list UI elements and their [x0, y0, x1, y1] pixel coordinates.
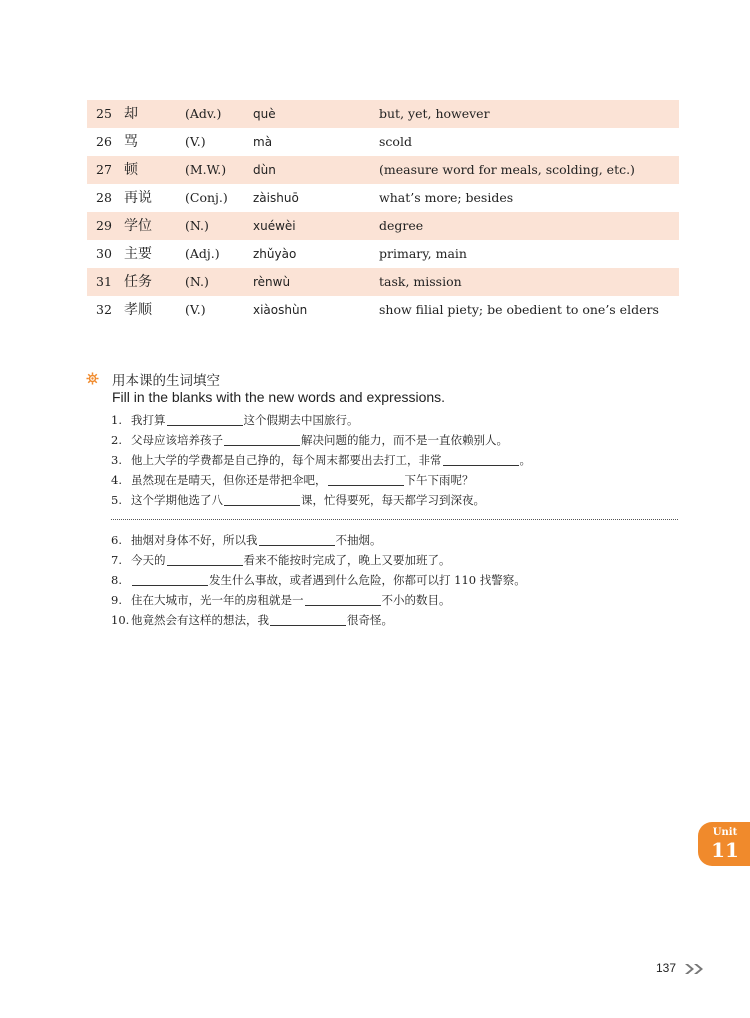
- vocab-number: 28: [96, 190, 112, 205]
- exercise-text-before: 这个学期他选了八: [131, 493, 223, 507]
- vocab-number: 26: [96, 134, 112, 149]
- vocab-row: [87, 268, 679, 296]
- answer-blank[interactable]: [167, 551, 243, 566]
- vocab-part-of-speech: (Conj.): [185, 190, 228, 205]
- vocab-word: 却: [124, 106, 138, 122]
- exercise-text-after: 解决问题的能力，而不是一直依赖别人。: [301, 433, 508, 447]
- answer-blank[interactable]: [132, 571, 208, 586]
- exercise-number: 9.: [111, 593, 122, 607]
- exercise-text-before: 虽然现在是晴天，但你还是带把伞吧，: [131, 473, 327, 487]
- vocab-word: 顿: [124, 162, 138, 178]
- exercise-number: 2.: [111, 433, 122, 447]
- exercise-item: [111, 410, 691, 430]
- vocab-row: [87, 100, 679, 128]
- exercise-text-after: 不小的数目。: [381, 593, 451, 607]
- vocab-meaning: show filial piety; be obedient to one’s elders: [379, 302, 659, 317]
- vocab-pinyin: què: [253, 107, 276, 121]
- exercise-item: [111, 430, 691, 450]
- section-title-english: Fill in the blanks with the new words and expressions.: [112, 389, 446, 405]
- exercise-text-after: 发生什么事故，或者遇到什么危险，你都可以打 110 找警察。: [209, 573, 526, 587]
- exercise-number: 1.: [111, 413, 122, 427]
- vocab-row: [87, 184, 679, 212]
- exercise-item: [111, 570, 691, 590]
- vocab-word: 任务: [124, 274, 152, 290]
- unit-tab: [698, 822, 750, 866]
- vocab-part-of-speech: (V.): [185, 134, 206, 149]
- exercise-text-before: 我打算: [131, 413, 166, 427]
- exercise-number: 5.: [111, 493, 122, 507]
- answer-blank[interactable]: [443, 451, 519, 466]
- exercise-text-before: 住在大城市，光一年的房租就是一: [131, 593, 304, 607]
- vocab-pinyin: xuéwèi: [253, 219, 296, 233]
- vocab-part-of-speech: (M.W.): [185, 162, 227, 177]
- exercise-text-before: 抽烟对身体不好，所以我: [131, 533, 258, 547]
- vocab-word: 再说: [124, 190, 152, 206]
- exercise-number: 4.: [111, 473, 122, 487]
- vocab-number: 32: [96, 302, 112, 317]
- vocab-word: 骂: [124, 134, 138, 150]
- exercise-text-before: 今天的: [131, 553, 166, 567]
- vocab-number: 27: [96, 162, 112, 177]
- vocab-row: [87, 240, 679, 268]
- gear-icon: [86, 372, 99, 385]
- vocab-word: 主要: [124, 246, 152, 262]
- vocab-meaning: but, yet, however: [379, 106, 490, 121]
- exercise-text-after: 。: [519, 453, 531, 467]
- vocab-part-of-speech: (Adj.): [185, 246, 220, 261]
- exercise-text-after: 这个假期去中国旅行。: [243, 413, 359, 427]
- vocab-pinyin: zhǔyào: [253, 247, 297, 261]
- answer-blank[interactable]: [224, 491, 300, 506]
- vocab-meaning: (measure word for meals, scolding, etc.): [379, 162, 635, 177]
- vocab-word: 学位: [124, 218, 152, 234]
- vocab-part-of-speech: (V.): [185, 302, 206, 317]
- double-chevron-right-icon: [684, 963, 706, 975]
- exercise-text-before: 他上大学的学费都是自己挣的，每个周末都要出去打工，非常: [131, 453, 442, 467]
- vocab-row: [87, 128, 679, 156]
- exercise-text-after: 下午下雨呢？: [404, 473, 474, 487]
- vocab-pinyin: mà: [253, 135, 273, 149]
- exercise-number: 10.: [111, 613, 130, 627]
- vocabulary-table: [87, 100, 679, 324]
- vocab-word: 孝顺: [124, 302, 152, 318]
- exercise-item: [111, 470, 691, 490]
- exercise-number: 7.: [111, 553, 122, 567]
- exercise-item: [111, 490, 691, 510]
- exercise-list-2: [111, 530, 691, 630]
- exercise-number: 6.: [111, 533, 122, 547]
- exercise-number: 3.: [111, 453, 122, 467]
- answer-blank[interactable]: [305, 591, 381, 606]
- vocab-row: [87, 212, 679, 240]
- exercise-text-before: 他竟然会有这样的想法，我: [131, 613, 269, 627]
- exercise-item: [111, 610, 691, 630]
- answer-blank[interactable]: [167, 411, 243, 426]
- exercise-text-after: 很奇怪。: [347, 613, 393, 627]
- vocab-row: [87, 156, 679, 184]
- answer-blank[interactable]: [328, 471, 404, 486]
- unit-label: Unit: [712, 827, 738, 838]
- vocab-part-of-speech: (N.): [185, 218, 209, 233]
- vocab-number: 25: [96, 106, 112, 121]
- exercise-list-1: [111, 410, 691, 510]
- vocab-part-of-speech: (N.): [185, 274, 209, 289]
- vocab-meaning: degree: [379, 218, 424, 233]
- exercise-text-after: 看来不能按时完成了，晚上又要加班了。: [243, 553, 451, 567]
- exercise-text-after: 课，忙得要死，每天都学习到深夜。: [301, 493, 485, 507]
- answer-blank[interactable]: [259, 531, 335, 546]
- exercise-text-before: 父母应该培养孩子: [131, 433, 223, 447]
- vocab-meaning: task, mission: [379, 274, 462, 289]
- exercise-item: [111, 450, 691, 470]
- exercise-number: 8.: [111, 573, 122, 587]
- exercise-item: [111, 550, 691, 570]
- vocab-row: [87, 296, 679, 324]
- vocab-pinyin: zàishuō: [253, 191, 299, 205]
- vocab-meaning: primary, main: [379, 246, 467, 261]
- vocab-number: 29: [96, 218, 112, 233]
- vocab-pinyin: rènwù: [253, 275, 291, 289]
- vocab-number: 31: [96, 274, 112, 289]
- dotted-divider: [111, 519, 678, 520]
- unit-number: 11: [711, 838, 739, 862]
- exercise-item: [111, 590, 691, 610]
- page-number: 137: [656, 961, 677, 975]
- vocab-meaning: scold: [379, 134, 412, 149]
- exercise-item: [111, 530, 691, 550]
- exercise-text-after: 不抽烟。: [335, 533, 382, 547]
- vocab-part-of-speech: (Adv.): [185, 106, 222, 121]
- vocab-pinyin: dùn: [253, 163, 276, 177]
- vocab-pinyin: xiàoshùn: [253, 303, 308, 317]
- vocab-meaning: what’s more; besides: [379, 190, 514, 205]
- vocab-number: 30: [96, 246, 112, 261]
- section-title-chinese: 用本课的生词填空: [112, 373, 220, 389]
- answer-blank[interactable]: [270, 611, 346, 626]
- answer-blank[interactable]: [224, 431, 300, 446]
